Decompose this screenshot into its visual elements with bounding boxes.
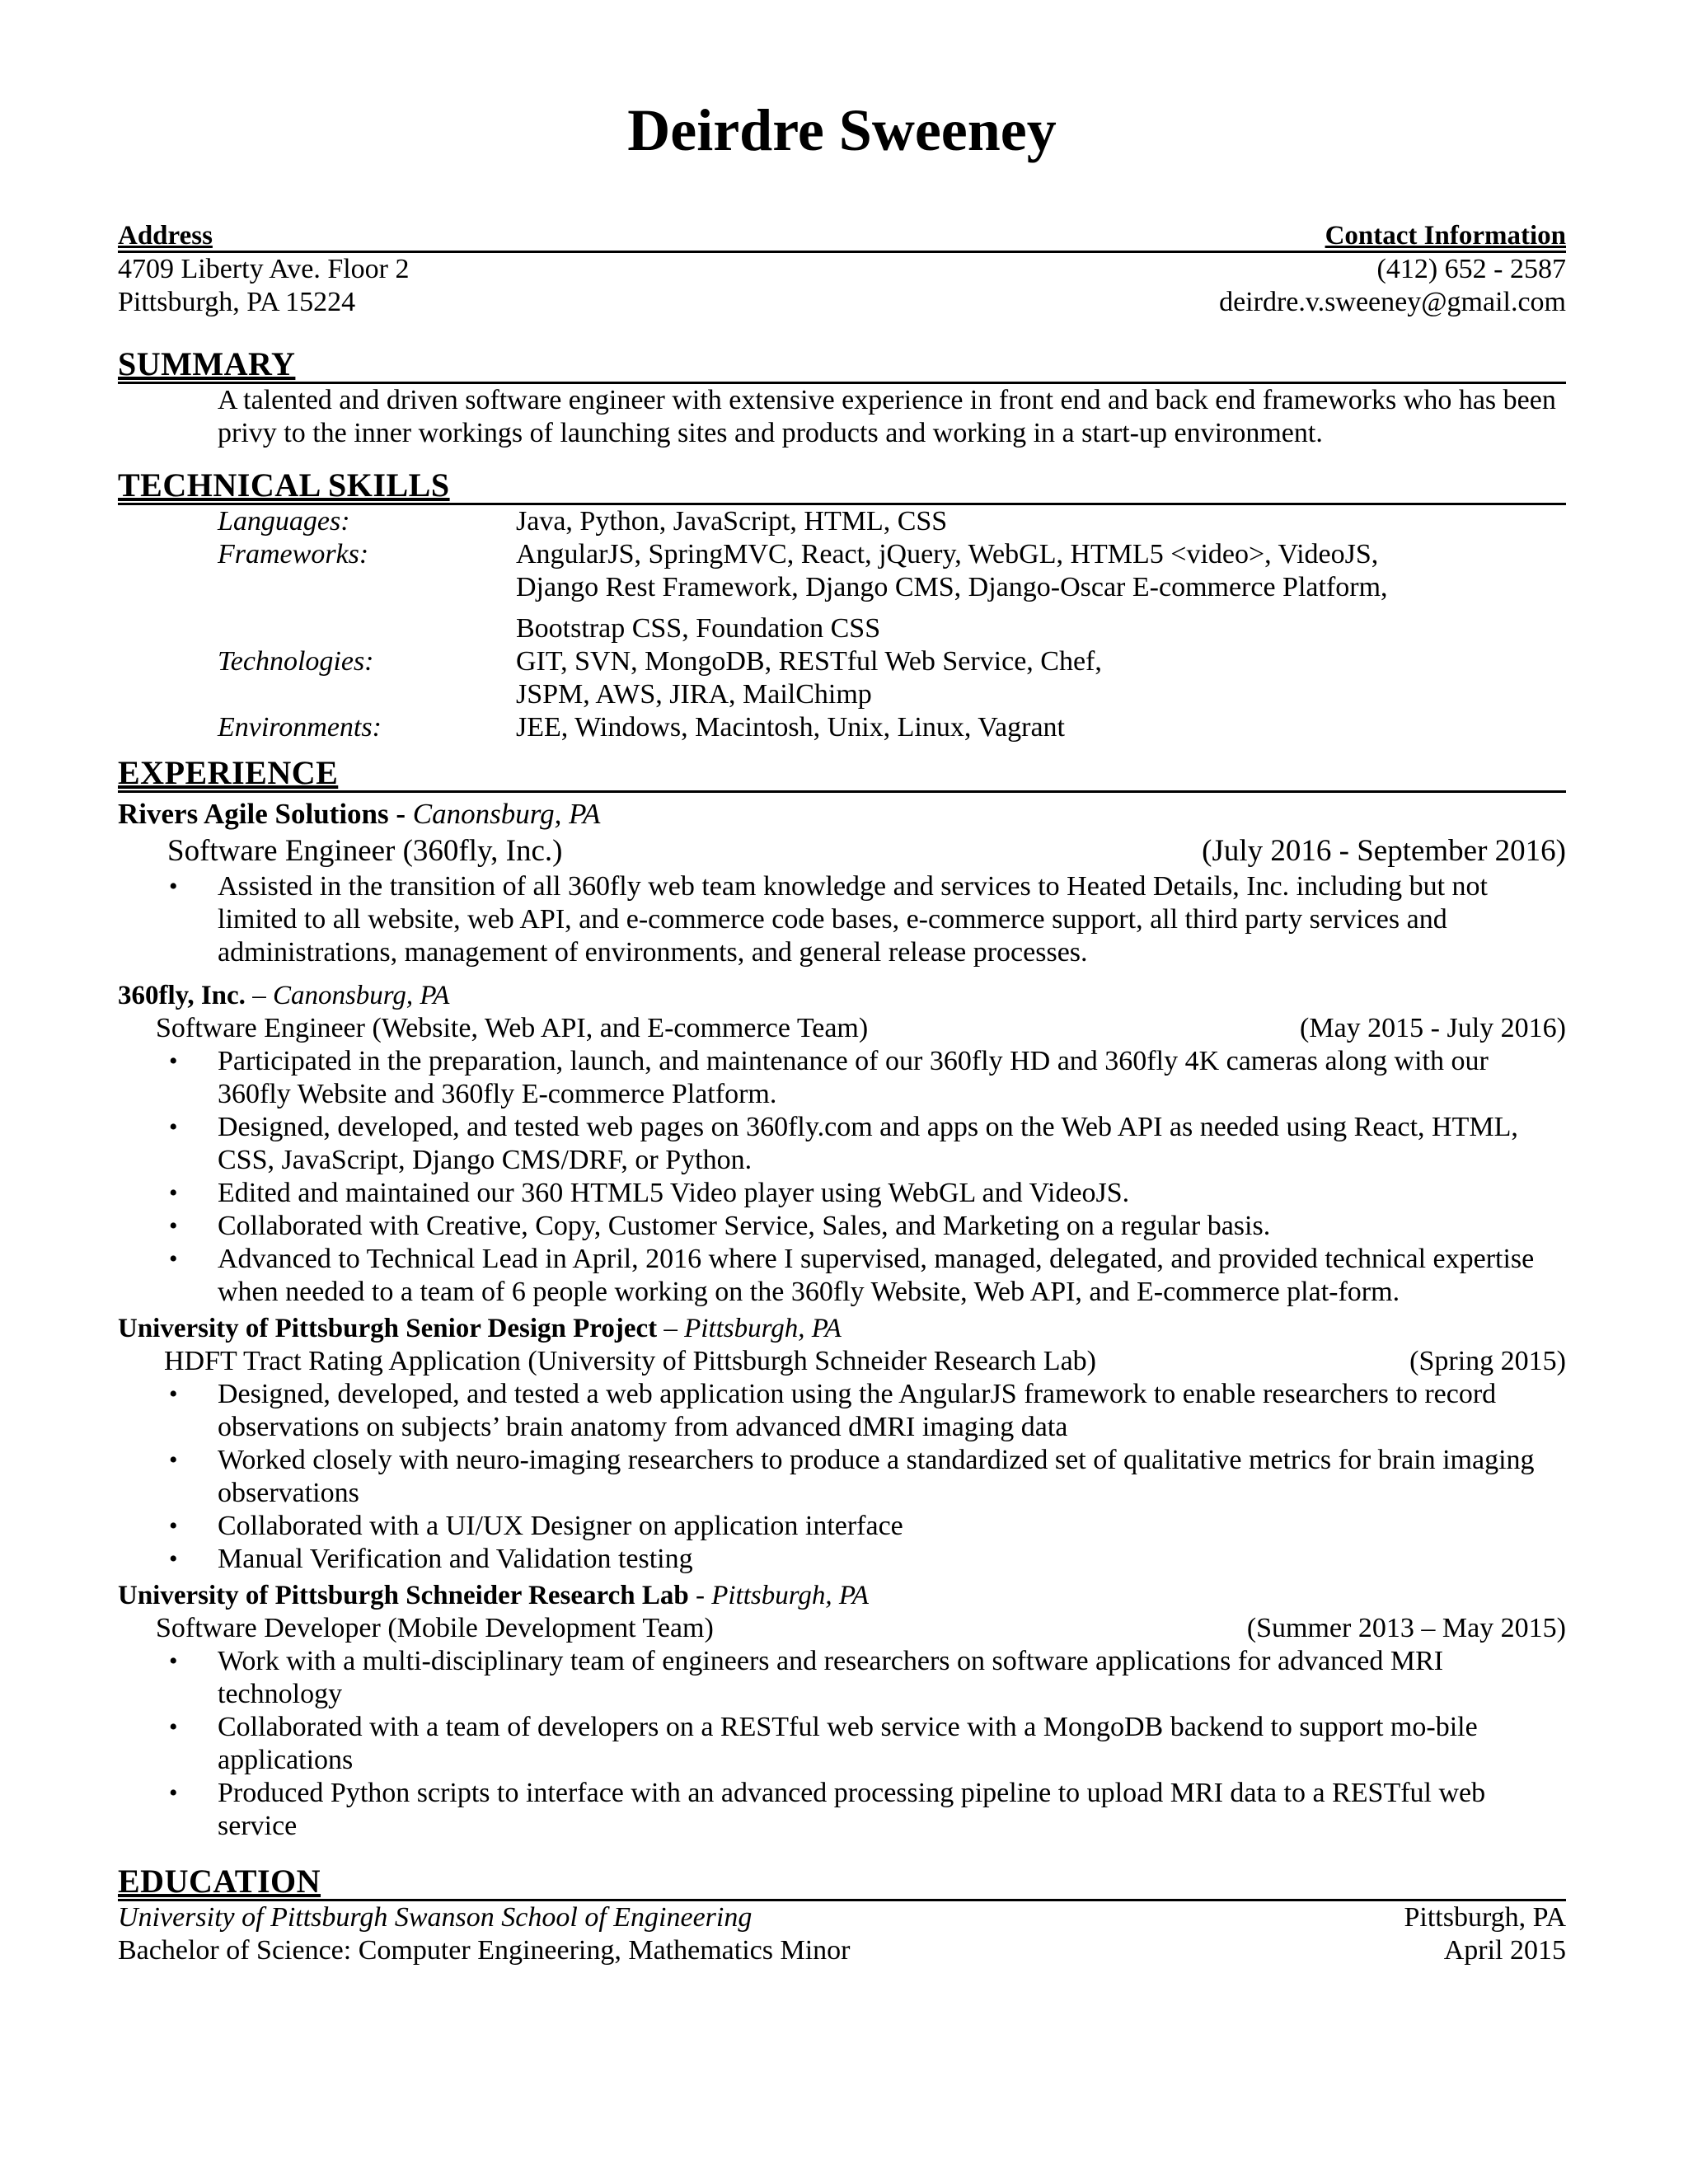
skill-row-languages bbox=[218, 505, 1566, 538]
bullet-icon: • bbox=[169, 1047, 178, 1075]
skill-row-frameworks bbox=[218, 538, 1566, 645]
bullet-icon: • bbox=[169, 1113, 178, 1141]
bullet-icon: • bbox=[169, 1779, 178, 1807]
job-org bbox=[118, 1312, 1566, 1345]
job-org bbox=[118, 1579, 1566, 1612]
list-item: • Collaborated with Creative, Copy, Customer Service, Sales, and Marketing on a regular basis. bbox=[169, 1211, 1271, 1241]
skills-heading: TECHNICAL SKILLS bbox=[118, 468, 1566, 505]
org-name: University of Pittsburgh Senior Design Project bbox=[118, 1314, 658, 1343]
org-separator: – bbox=[657, 1314, 685, 1343]
job-org bbox=[118, 796, 1566, 832]
org-location: Canonsburg, PA bbox=[272, 981, 450, 1010]
skill-row-environments bbox=[218, 711, 1566, 744]
candidate-name: Deirdre Sweeney bbox=[627, 97, 1057, 163]
job-bullets bbox=[118, 870, 1566, 969]
list-item: • Manual Verification and Validation testing bbox=[169, 1544, 693, 1574]
education-row-2 bbox=[118, 1934, 1566, 1967]
skill-label: Languages: bbox=[218, 506, 350, 537]
job-org bbox=[118, 979, 1566, 1012]
job-bullets bbox=[118, 1645, 1566, 1843]
skill-line: JSPM, AWS, JIRA, MailChimp bbox=[516, 679, 872, 710]
bullet-icon: • bbox=[169, 1512, 178, 1540]
org-location: Pittsburgh, PA bbox=[684, 1314, 842, 1343]
org-separator: - bbox=[688, 1581, 712, 1610]
skills-block bbox=[218, 505, 1566, 744]
org-separator: – bbox=[245, 981, 273, 1010]
address-line-1: 4709 Liberty Ave. Floor 2 bbox=[118, 254, 410, 284]
job-rivers-agile bbox=[118, 796, 1566, 969]
skill-line: GIT, SVN, MongoDB, RESTful Web Service, Chef, bbox=[516, 646, 1102, 677]
contact-row-1 bbox=[118, 253, 1566, 286]
list-item: • Designed, developed, and tested a web application using the AngularJS framework to enable researchers to record observations on subjects’ brain anatomy from advanced dMRI imaging data bbox=[169, 1379, 1497, 1442]
job-role-row bbox=[164, 1345, 1566, 1378]
job-bullets bbox=[118, 1378, 1566, 1576]
list-item: • Produced Python scripts to interface with an advanced processing pipeline to upload MRI data to a RESTful web service bbox=[169, 1778, 1486, 1841]
list-item: • Designed, developed, and tested web pages on 360fly.com and apps on the Web API as needed using React, HTML, CSS, JavaScript, Django CMS/DRF, or Python. bbox=[169, 1112, 1518, 1175]
education-heading: EDUCATION bbox=[118, 1864, 1566, 1901]
contact-label: Contact Information bbox=[1325, 221, 1566, 251]
job-dates: (Summer 2013 – May 2015) bbox=[1246, 1613, 1566, 1643]
skill-label: Environments: bbox=[218, 712, 382, 743]
address-label: Address bbox=[118, 221, 213, 251]
skill-line: Bootstrap CSS, Foundation CSS bbox=[516, 613, 881, 644]
contact-header bbox=[118, 221, 1566, 253]
org-name: Rivers Agile Solutions - bbox=[118, 798, 406, 830]
job-role: Software Engineer (360fly, Inc.) bbox=[167, 834, 563, 868]
bullet-icon: • bbox=[169, 1647, 178, 1675]
school-location: Pittsburgh, PA bbox=[1404, 1902, 1566, 1933]
skill-line: Django Rest Framework, Django CMS, Django-Oscar E-commerce Platform, bbox=[516, 572, 1388, 602]
list-item: • Edited and maintained our 360 HTML5 Video player using WebGL and VideoJS. bbox=[169, 1178, 1130, 1208]
job-schneider-lab bbox=[118, 1579, 1566, 1843]
phone: (412) 652 - 2587 bbox=[1376, 254, 1566, 284]
list-item: • Advanced to Technical Lead in April, 2016 where I supervised, managed, delegated, and provided technical expertise when needed to a team of 6 people working on the 360fly Website, Web API, and E-commerce plat-form. bbox=[169, 1244, 1535, 1307]
summary-heading: SUMMARY bbox=[118, 347, 1566, 384]
job-dates: (July 2016 - September 2016) bbox=[1202, 834, 1566, 868]
list-item: • Collaborated with a UI/UX Designer on application interface bbox=[169, 1511, 903, 1541]
resume-page bbox=[118, 0, 1566, 1967]
skill-row-technologies bbox=[218, 645, 1566, 711]
bullet-icon: • bbox=[169, 1245, 178, 1272]
job-role: Software Engineer (Website, Web API, and E-commerce Team) bbox=[156, 1013, 869, 1043]
email: deirdre.v.sweeney@gmail.com bbox=[1219, 287, 1566, 317]
bullet-icon: • bbox=[169, 1179, 178, 1207]
skill-value: Java, Python, JavaScript, HTML, CSS bbox=[516, 506, 948, 537]
summary-text: A talented and driven software engineer with extensive experience in front end and back end frameworks who has been privy to the inner workings of launching sites and products and working in a start-up environment. bbox=[218, 385, 1556, 448]
job-role-row bbox=[156, 1012, 1566, 1045]
bullet-icon: • bbox=[169, 873, 178, 900]
skill-line: AngularJS, SpringMVC, React, jQuery, WebGL, HTML5 <video>, VideoJS, bbox=[516, 539, 1379, 569]
skill-value bbox=[516, 645, 1566, 711]
job-role-row bbox=[167, 832, 1566, 870]
job-senior-design bbox=[118, 1312, 1566, 1576]
bullet-icon: • bbox=[169, 1380, 178, 1408]
list-item: • Assisted in the transition of all 360fly web team knowledge and services to Heated Details, Inc. including but not limited to all website, web API, and e-commerce code bases, e-commerce support, all third party services and administrations, management of environments, and general release processes. bbox=[169, 871, 1488, 968]
org-location: Pittsburgh, PA bbox=[711, 1581, 869, 1610]
bullet-icon: • bbox=[169, 1713, 178, 1741]
list-item: • Work with a multi-disciplinary team of engineers and researchers on software applications for advanced MRI technology bbox=[169, 1646, 1444, 1709]
skill-value: JEE, Windows, Macintosh, Unix, Linux, Vagrant bbox=[516, 712, 1065, 743]
job-role: HDFT Tract Rating Application (University of Pittsburgh Schneider Research Lab) bbox=[164, 1346, 1096, 1376]
job-360fly bbox=[118, 979, 1566, 1309]
job-bullets bbox=[118, 1045, 1566, 1309]
skill-label: Frameworks: bbox=[218, 539, 369, 569]
degree: Bachelor of Science: Computer Engineering, Mathematics Minor bbox=[118, 1935, 851, 1966]
address-line-2: Pittsburgh, PA 15224 bbox=[118, 287, 356, 317]
job-dates: (Spring 2015) bbox=[1409, 1346, 1566, 1376]
bullet-icon: • bbox=[169, 1212, 178, 1240]
education-row-1 bbox=[118, 1901, 1566, 1934]
org-name: 360fly, Inc. bbox=[118, 981, 246, 1010]
job-role-row bbox=[156, 1612, 1566, 1645]
org-name: University of Pittsburgh Schneider Research Lab bbox=[118, 1581, 689, 1610]
org-location: Canonsburg, PA bbox=[412, 798, 601, 830]
contact-row-2 bbox=[118, 286, 1566, 319]
list-item: • Worked closely with neuro-imaging researchers to produce a standardized set of qualitative metrics for brain imaging observations bbox=[169, 1445, 1535, 1508]
skill-value bbox=[516, 538, 1566, 645]
job-dates: (May 2015 - July 2016) bbox=[1300, 1013, 1566, 1043]
bullet-icon: • bbox=[169, 1545, 178, 1572]
school-name: University of Pittsburgh Swanson School of Engineering bbox=[118, 1902, 753, 1933]
list-item: • Collaborated with a team of developers on a RESTful web service with a MongoDB backend to support mo-bile applications bbox=[169, 1712, 1478, 1775]
bullet-icon: • bbox=[169, 1446, 178, 1474]
skill-label: Technologies: bbox=[218, 646, 374, 677]
list-item: • Participated in the preparation, launch, and maintenance of our 360fly HD and 360fly 4K cameras along with our 360fly Website and 360fly E-commerce Platform. bbox=[169, 1046, 1489, 1109]
graduation-date: April 2015 bbox=[1443, 1935, 1566, 1966]
experience-heading: EXPERIENCE bbox=[118, 756, 1566, 793]
job-role: Software Developer (Mobile Development Team) bbox=[156, 1613, 714, 1643]
